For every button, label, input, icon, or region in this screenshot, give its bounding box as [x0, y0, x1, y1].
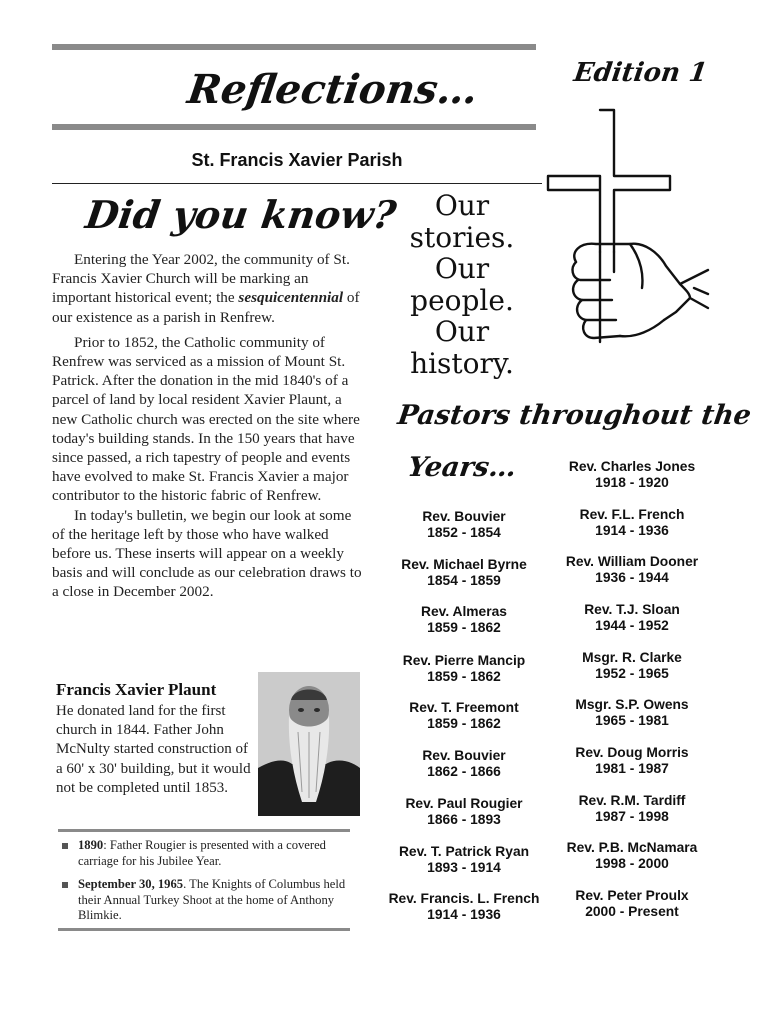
pastor-entry	[380, 796, 548, 828]
pastor-name: Rev. William Dooner	[565, 554, 699, 569]
cross-hand-illustration	[540, 102, 712, 402]
pastor-name: Msgr. S.P. Owens	[575, 697, 689, 712]
slogan-line: Our	[434, 315, 490, 348]
pastor-name: Rev. Bouvier	[422, 748, 506, 763]
slogan-line: Our	[434, 252, 490, 285]
plaunt-description: He donated land for the first church in 1844. Father John McNulty started construction of a 60' x 30' building, but it would not be completed until 1853.	[56, 703, 251, 796]
pastor-years: 1893 - 1914	[427, 860, 501, 875]
pastor-entry	[552, 459, 712, 491]
pastor-entry	[380, 844, 548, 876]
pastor-name: Rev. Peter Proulx	[575, 888, 689, 903]
plaunt-portrait	[258, 672, 360, 816]
pastor-entry	[552, 650, 712, 682]
pastor-entry	[380, 891, 548, 923]
pastor-years: 1981 - 1987	[595, 761, 669, 776]
pastor-name: Rev. Francis. L. French	[388, 891, 540, 906]
pastor-years: 1944 - 1952	[595, 618, 669, 633]
pastor-years: 1965 - 1981	[595, 713, 669, 728]
plaunt-name: Francis Xavier Plaunt	[56, 680, 217, 699]
pastor-years: 1866 - 1893	[427, 812, 501, 827]
fact-item	[62, 877, 348, 924]
pastor-years: 1998 - 2000	[595, 856, 669, 871]
pastor-name: Rev. Paul Rougier	[405, 796, 523, 811]
fact-item	[62, 838, 348, 869]
pastor-years: 1859 - 1862	[427, 716, 501, 731]
pastor-years: 1936 - 1944	[595, 570, 669, 585]
pastor-years: 1862 - 1866	[427, 764, 501, 779]
pastor-name: Msgr. R. Clarke	[582, 650, 682, 665]
pastor-name: Rev. T. Patrick Ryan	[398, 844, 530, 859]
feature-heading: Did you know?	[82, 192, 399, 237]
pastor-years: 1914 - 1936	[427, 907, 501, 922]
pastor-entry	[552, 554, 712, 586]
years-heading: Years…	[405, 452, 519, 483]
pastor-years: 1854 - 1859	[427, 573, 501, 588]
slogan-line: history.	[410, 346, 514, 380]
pastor-name: Rev. Doug Morris	[575, 745, 689, 760]
edition-label: Edition 1	[571, 58, 710, 88]
pastor-years: 2000 - Present	[585, 904, 679, 919]
pastor-entry	[552, 793, 712, 825]
feature-body	[52, 250, 362, 602]
feature-paragraph-1-end: of our existence as a parish in Renfrew.	[52, 289, 360, 326]
pastor-entry	[552, 888, 712, 920]
pastor-entry	[552, 697, 712, 729]
sesquicentennial-term: sesquicentennial	[238, 289, 344, 307]
pastor-name: Rev. Charles Jones	[568, 459, 696, 474]
pastor-entry	[380, 748, 548, 780]
pastor-entry	[380, 653, 548, 685]
pastor-name: Rev. Almeras	[421, 604, 507, 619]
pastor-name: Rev. P.B. McNamara	[566, 840, 698, 855]
fact-date: 1890	[78, 838, 104, 852]
pastor-years: 1987 - 1998	[595, 809, 669, 824]
pastor-entry	[380, 700, 548, 732]
parish-name: St. Francis Xavier Parish	[191, 150, 403, 170]
pastors-heading: Pastors throughout the	[395, 400, 754, 431]
masthead-title: Reflections…	[184, 66, 481, 113]
pastor-name: Rev. F.L. French	[579, 507, 685, 522]
pastor-name: Rev. T.J. Sloan	[584, 602, 680, 617]
feature-paragraph-1-start: Entering the Year 2002, the community of St. Francis Xavier Church will be marking an important historical event; the	[52, 251, 350, 307]
slogan	[400, 190, 524, 379]
feature-paragraph-2: Prior to 1852, the Catholic community of Renfrew was serviced as a mission of Mount St. Patrick. After the donation in the mid 1840's of a parcel of land by local resident Xavier Plaunt, a new Catholic church was erected on the site where today's building stands. In the 150 years that have since passed, a rich tapestry of people and events have evolved to make St. Francis Xavier a major contributor to the historic fabric of Renfrew.	[52, 333, 360, 505]
pastor-entry	[380, 604, 548, 636]
facts-bottom-rule	[58, 928, 350, 931]
fact-date: September 30, 1965	[78, 877, 184, 892]
pastor-name: Rev. Michael Byrne	[401, 557, 527, 572]
pastor-entry	[552, 745, 712, 777]
fact-text: : Father Rougier is presented with a covered carriage for his Jubilee Year.	[78, 838, 326, 868]
feature-paragraph-1	[52, 250, 362, 327]
feature-paragraph-3: In today's bulletin, we begin our look at some of the heritage left by those who have walked before us. These inserts will appear on a weekly basis and will conclude as our celebration draws to a close in December 2002.	[52, 506, 362, 601]
pastor-name: Rev. Bouvier	[422, 509, 506, 524]
slogan-line: Our	[434, 189, 490, 222]
pastor-name: Rev. T. Freemont	[409, 700, 519, 715]
pastor-name: Rev. Pierre Mancip	[402, 653, 526, 668]
parish-rule	[52, 183, 542, 184]
pastor-years: 1952 - 1965	[595, 666, 669, 681]
slogan-line: stories.	[409, 220, 515, 254]
facts-list	[62, 838, 348, 932]
masthead-top-rule	[52, 44, 536, 50]
pastor-years: 1859 - 1862	[427, 669, 501, 684]
masthead-bottom-rule	[52, 124, 536, 130]
pastor-entry	[552, 507, 712, 539]
pastor-entry	[380, 509, 548, 541]
pastor-years: 1859 - 1862	[427, 620, 501, 635]
pastor-years: 1914 - 1936	[595, 523, 669, 538]
fact-text: . The Knights of Columbus held their Annual Turkey Shoot at the home of Anthony Blimkie.	[78, 877, 346, 923]
pastor-entry	[552, 602, 712, 634]
facts-top-rule	[58, 829, 350, 832]
pastor-years: 1918 - 1920	[595, 475, 669, 490]
pastor-name: Rev. R.M. Tardiff	[578, 793, 686, 808]
pastor-entry	[552, 840, 712, 872]
pastor-entry	[380, 557, 548, 589]
pastor-years: 1852 - 1854	[427, 525, 501, 540]
slogan-line: people.	[410, 283, 514, 317]
